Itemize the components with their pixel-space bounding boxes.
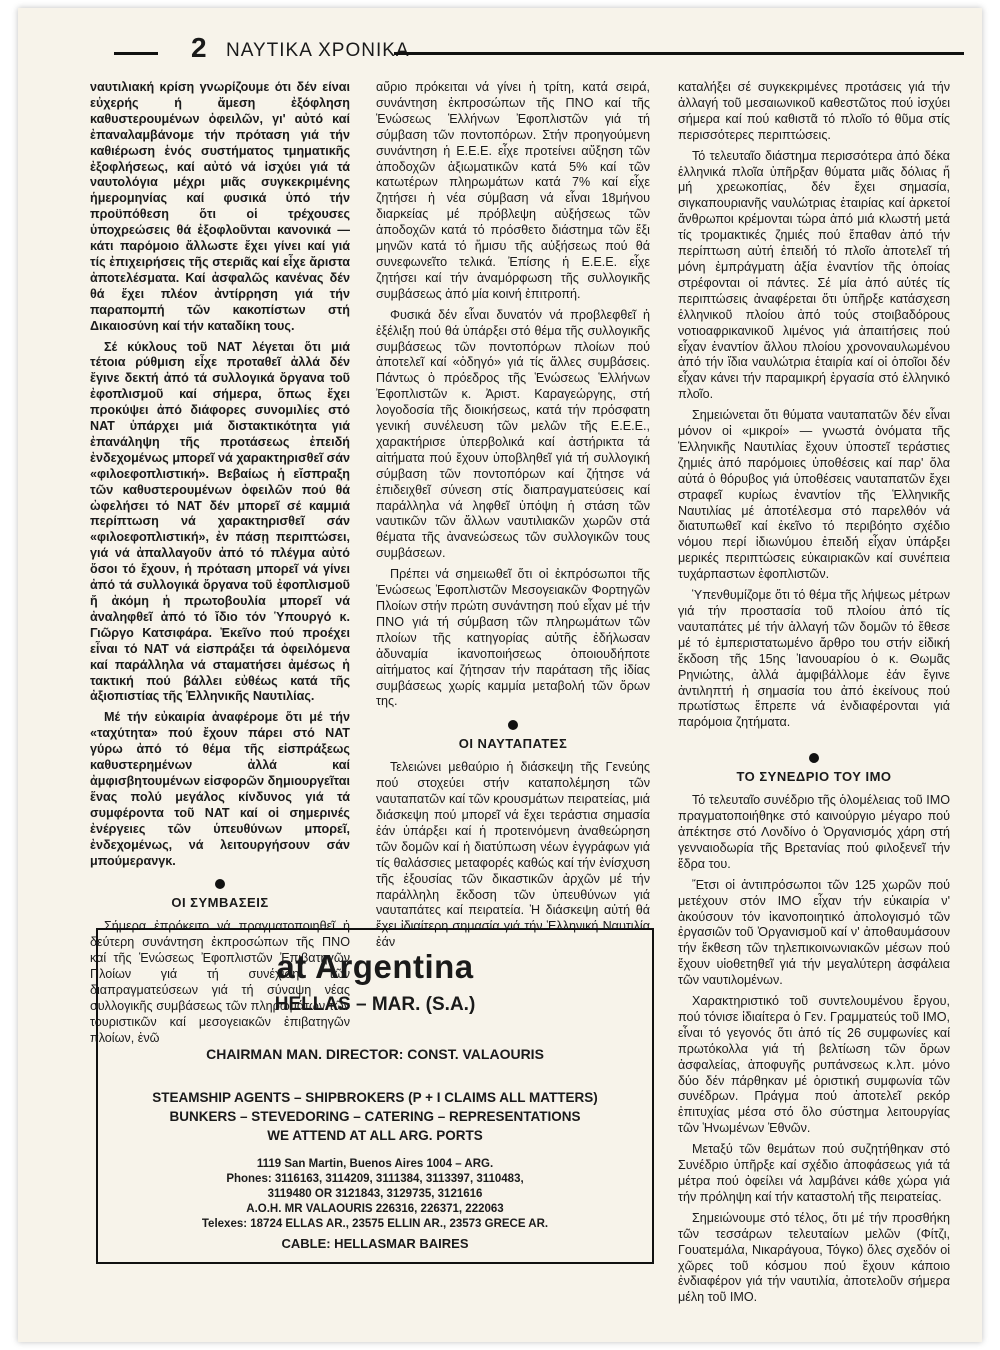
column-3 <box>678 80 950 1311</box>
header-rule-right <box>394 52 964 55</box>
article-paragraph: Ὑπενθυμίζομε ὅτι τό θέμα τῆς λήψεως μέτρων γιά τήν προστασία τοῦ πλοίου ἀπό τίς ναυταπάτες μέ τήν ἀλλαγή τῶν δομῶν τό ἔθεσε μέ τό ἐμπεριστατωμένο ἄρθρο του στήν εἰδική ἔκδοση τῆς 15ης Ἰανουαρίου ὁ κ. Θωμᾶς Ρηνιώτης, ἀλλά ἀμφιβάλλομε ἐάν ἔγινε ἀντιληπτή ἡ σημασία του ἀπό ἐκείνους πού πρωτίστως ἔπρεπε νά ἐνδιαφέρονται γιά παρόμοια ζητήματα. <box>678 588 950 730</box>
ad-address: 1119 San Martin, Buenos Aires 1004 – ARG. <box>256 1158 494 1170</box>
article-paragraph: Τό τελευταῖο συνέδριο τῆς ὁλομέλειας τοῦ ΙΜΟ πραγματοποιήθηκε στό καινούργιο μέγαρο πού ἀπέκτησε στό Λονδίνο ὁ Ὀργανισμός χάρη στή γενναιοδωρία τῆς Βρετανίας πού φιλοξενεῖ τήν ἕδρα του. <box>678 793 950 871</box>
publication-title: ΝΑΥΤΙΚΑ ΧΡΟΝΙΚΑ <box>226 40 410 61</box>
section-heading-naftapates <box>376 720 650 752</box>
article-paragraph: Τό τελευταῖο διάστημα περισσότερα ἀπό δέκα ἑλληνικά πλοῖα ὑπῆρξαν θύματα μιᾶς δόλιας ἤ μή χρεωκοπίας, δέν ἔχει σημασία, σιγκαπουριανῆς ναυλώτριας ἑταιρίας καί ἀρκετοί ἄνθρωποι κρέμονται τώρα ἀπό μιά κλωστή μετά τίς τρομακτικές ζημιές πού ἔπαθαν ἀπό τήν περίπτωση αὐτή ἐπειδή τό πλοῖο ἀποτελεῖ τή μόνη ἐμπράγματη ἀξία ἐναντίον τῆς ὁποίας στρέφονται οἱ πάντες. Σέ μία ἀπό αὐτές τίς περιπτώσεις ἀναφέρεται ὅτι ὑπῆρξε κατάσχεση ἑλληνικοῦ πλοίου ἀπό τούς στοιβαδόρους νοτιοαφρικανικοῦ λιμένος γιά ἀπαιτήσεις πού εἶχαν ἐναντίον ἄλλου πλοίου χρονοναυλωμένου ἀπό τήν ἴδια ναυλώτρια ἑταιρία καί οἱ ὁποῖοι δέν εἶχαν κάνει τήν παραμικρή ἐργασία στό ἑλληνικό πλοῖο. <box>678 148 950 402</box>
article-paragraph: Μεταξύ τῶν θεμάτων πού συζητήθηκαν στό Συνέδριο ὑπῆρξε καί σχέδιο ἀποφάσεως γιά τά μέτρα πού ὀφείλει νά λαμβάνει κάθε χώρα γιά τήν πρόληψη καί τήν καταστολή τῆς πειρατείας. <box>678 1142 950 1204</box>
ad-aoh: A.O.H. MR VALAOURIS 226316, 226371, 222063 <box>246 1203 504 1215</box>
ad-phones: Phones: 3116163, 3114209, 3111384, 3113397, 3110483, <box>226 1173 524 1185</box>
page-number: 2 <box>191 32 207 63</box>
section-title: ΟΙ ΝΑΥΤΑΠΑΤΕΣ <box>458 736 568 752</box>
bullet-icon <box>508 720 518 730</box>
column-2 <box>376 80 650 956</box>
header-rule-left <box>114 52 158 55</box>
article-paragraph: Σέ κύκλους τοῦ ΝΑΤ λέγεται ὅτι μιά τέτοια ρύθμιση εἶχε προταθεῖ ἀλλά δέν ἔγινε δεκτή ἀπό τά συλλογικά ὄργανα τοῦ ἐφοπλισμοῦ καί σήμερα, ὅπως ἔχει προκύψει ἀπό διάφορες συνομιλίες στό ΝΑΤ ὑπάρχει μιά διστακτικότητα γιά ἐπανάληψη τῆς προτάσεως ἐπειδή ἐνδεχομένως μπορεῖ νά χαρακτηρισθεῖ σάν «φιλοεφοπλιστική». Βεβαίως ἡ εἴσπραξη τῶν καθυστερουμένων ὀφειλῶν πού θά ὠφελήσει τό ΝΑΤ δέν μπορεῖ σέ καμμιά περίπτωση νά χαρακτηρισθεῖ σάν «φιλοεφοπλιστική», ἐν πάσῃ περιπτώσει, γιά νά ἀπαλλαγοῦν ἀπό τό πλέγμα αὐτό ὅσοι τό ἔχουν, ἡ πρόταση μπορεῖ νά γίνει ἀπό τά συλλογικά ὄργανα τοῦ ἐφοπλισμοῦ ἤ ἀκόμη ἡ πρωτοβουλία μπορεῖ νά ἀναληφθεῖ ἀπό τό ἴδιο τόν Ὑπουργό κ. Γιῶργο Κατσιφάρα. Ἐκεῖνο πού προέχει εἶναι τό ΝΑΤ νά εἰσπράξει τά ὀφειλόμενα καί παράλληλα νά σταματήσει ἀμέσως ἡ τακτική πού βάλλει εὐθέως κατά τῆς ἀξιοπιστίας τῆς Ἑλληνικῆς Ναυτιλίας. <box>90 339 350 704</box>
article-paragraph: Τελειώνει μεθαύριο ἡ διάσκεψη τῆς Γενεύης πού στοχεύει στήν καταπολέμηση τῶν ναυταπατῶν καί τῶν κρουσμάτων πειρατείας, μιά διάσκεψη πού μπορεῖ νά ἔχει τεράστια σημασία ἐάν ὑπάρξει καί ἡ προτεινόμενη ἀναθεώρηση τῶν δομῶν καί ἡ διατύπωση νέων ἐγγράφων γιά τίς θαλάσσιες μεταφορές καθώς καί τήν ἐνίσχυση τῆς ἐξουσίας τῶν δικαστικῶν ἀρχῶν μέ τήν παράλληλη ἔκδοση τῶν ὑπευθύνων γιά ναυταπάτες καί πειρατεία. Ἡ διάσκεψη αὐτή θά ἔχει ἰδιαίτερη σημασία γιά τήν Ἑλληνική Ναυτιλία ἐάν <box>376 760 650 950</box>
article-paragraph: Φυσικά δέν εἶναι δυνατόν νά προβλεφθεῖ ἡ ἐξέλιξη πού θά ὑπάρξει στό θέμα τῆς συλλογικῆς συμβάσεως τῶν ποντοπόρων πλοίων πού ἀποτελεῖ καί «ὁδηγό» γιά τίς ἄλλες συμβάσεις. Πάντως ὁ πρόεδρος τῆς Ἑνώσεως Ἑλλήνων Ἐφοπλιστῶν κ. Ἀριστ. Καραγεώργης, στή λογοδοσία τῆς διοικήσεως, κατά τήν πρόσφατη γενική συνέλευση τῶν μελῶν τῆς Ε.Ε.Ε., χαρακτήρισε ὑπερβολικά καί ἀστήρικτα τά αἰτήματα πού ἔχουν ὑποβληθεῖ γιά τή συλλογική σύμβαση τῶν ποντοπόρων καί ζήτησε νά ἐπιδειχθεῖ σύνεση στίς διαπραγματεύσεις καί παράλληλα νά ληφθεῖ ὑπόψη ἡ στάση τῶν ναυτικῶν τῶν ἄλλων ναυτιλιακῶν χωρῶν στά θέματα τῆς ἀνανεώσεως τῶν συλλογικῶν τους συμβάσεων. <box>376 307 650 561</box>
ad-contact-block <box>98 1157 652 1232</box>
section-title: ΟΙ ΣΥΜΒΑΣΕΙΣ <box>171 895 269 911</box>
article-paragraph: Σημειώνεται ὅτι θύματα ναυταπατῶν δέν εἶναι μόνον οἱ «μικροί» — γνωστά ὀνόματα τῆς Ἑλληνικῆς Ναυτιλίας ἔχουν ὑποστεῖ τεράστιες ζημιές ἀπό παρόμοιες ὑποθέσεις καί παρ' ὅλα αὐτά ὁ θόρυβος γιά ὑποθέσεις ναυταπατῶν ἔχει στραφεῖ κυρίως ἐναντίον τῆς Ἑλληνικῆς Ναυτιλίας μέ ἀποτέλεσμα στό παρελθόν νά διατυπωθεῖ καί ἐκεῖνο τό περιβόητο σχέδιο νόμου περί ἰδιωνύμου ἐπειδή εἶχαν ὑπάρξει μερικές περιπτώσεις εὐκαιριακῶν καί συνέπεια τυχάρπαστων ἐφοπλιστῶν. <box>678 408 950 582</box>
column-1-bold-text <box>90 80 350 869</box>
bullet-icon <box>215 879 225 889</box>
article-paragraph: Μέ τήν εὐκαιρία ἀναφέρομε ὅτι μέ τήν «ταχύτητα» πού ἔχουν πάρει στό ΝΑΤ γύρω ἀπό τό θέμα τῆς εἰσπράξεως καθυστερημένων ἀλλά καί ἀμφισβητουμένων εἰσφορῶν δημιουργεῖται ἕνας πολύ μεγάλος κίνδυνος γιά τά συμφέροντα τοῦ ΝΑΤ καί οἱ σημερινές ἐνέργειες τῶν ὑπευθύνων μπορεῖ, ἐνδεχομένως, νά λειτουργήσουν σάν μπούμερανγκ. <box>90 710 350 868</box>
article-paragraph: Ἔτσι οἱ ἀντιπρόσωποι τῶν 125 χωρῶν πού μετέχουν στόν ΙΜΟ εἶχαν τήν εὐκαιρία ν' ἀκούσουν τόν ἱκανοποιητικό ἀπολογισμό τῶν ἐργασιῶν τοῦ Ὀργανισμοῦ καί ν' ἀποθαυμάσουν τήν ἔκθεση τῶν τηλεπικοινωνιακῶν μέσων πού ἔχουν υἱοθετηθεῖ γιά τήν μεγαλύτερη ἀσφάλεια τῶν ναυτιλομένων. <box>678 877 950 988</box>
ad-telexes: Telexes: 18724 ELLAS AR., 23575 ELLIN AR., 23573 GRECE AR. <box>201 1218 549 1230</box>
section-title: ΤΟ ΣΥΝΕΔΡΙΟ ΤΟΥ ΙΜΟ <box>736 769 892 785</box>
article-paragraph: Χαρακτηριστικό τοῦ συντελουμένου ἔργου, πού τόνισε ἰδιαίτερα ὁ Γεν. Γραμματεύς τοῦ ΙΜΟ, εἶναι τό γεγονός ὅτι ἀπό τίς 26 συμφωνίες καί πρωτόκολλα γιά τή βελτίωση τῶν ὅρων ἀσφαλείας, ἀποφυγῆς ρυπάνσεως κ.λπ. μόνο δύο δέν πάρθηκαν μέ ὁριστική συμφωνία τῶν συνέδρων. Πράγμα πού ἀποτελεῖ ρεκόρ ἐπιτυχίας μέσα στό ὅλο σύστημα λειτουργίας τῶν Ἡνωμένων Ἐθνῶν. <box>678 994 950 1136</box>
ad-services <box>98 1088 652 1126</box>
article-paragraph: καταλήξει σέ συγκεκριμένες προτάσεις γιά τήν ἀλλαγή τοῦ μεσαιωνικοῦ καθεστῶτος πού ἰσχύει σήμερα καί πού καθιστᾶ τό πλοῖο τό θῦμα στίς περισσότερες περιπτώσεις. <box>678 80 950 142</box>
page-header <box>96 30 976 70</box>
advertisement-box <box>96 928 654 1264</box>
ad-services-line: BUNKERS – STEVEDORING – CATERING – REPRESENTATIONS <box>169 1109 581 1124</box>
column-1 <box>90 80 350 1052</box>
section-heading-imo <box>678 753 950 785</box>
ad-cable: CABLE: HELLASMAR BAIRES <box>281 1236 469 1251</box>
bullet-icon <box>809 753 819 763</box>
article-paragraph: Σήμερα ἐπρόκειτο νά πραγματοποιηθεῖ ἡ δεύτερη συνάντηση ἐκπροσώπων τῆς ΠΝΟ καί τῆς Ἑνώσεως Ἐφοπλιστῶν Ἐπιβατηγῶν Πλοίων γιά τή συνέχιση τῶν διαπραγματεύσεων γιά τή σύναψη νέας συλλογικῆς συμβάσεως τῶν πληρωμάτων τῶν τουριστικῶν καί μεσογειακῶν ἐπιβατηγῶν πλοίων, ἐνῶ <box>90 919 350 1045</box>
article-paragraph: Σημειώνουμε στό τέλος, ὅτι μέ τήν προσθήκη τῶν τεσσάρων τελευταίων μελῶν (Φίτζι, Γουατεμάλα, Νικαράγουα, Τόγκο) ὅλες σχεδόν οἱ χῶρες τοῦ κόσμου πού ἔχουν κάποιο ἐνδιαφέρον γιά τήν ναυτιλία, ἀποτελοῦν σήμερα μέλη τοῦ ΙΜΟ. <box>678 1210 950 1305</box>
ad-company: HELLAS – MAR. (S.A.) <box>274 994 476 1015</box>
article-paragraph: ναυτιλιακή κρίση γνωρίζουμε ότι δέν είναι εὐχερής ή ἄμεση ἐξόφληση καθυστερουμένων ὀφειλῶν, γι' αὐτό καί ἐπαναλαμβάνομε τήν πρόταση γιά τήν καθιέρωση ἑνός συστήματος τμηματικῆς ἐξοφλήσεως, καί αὐτό νά ἰσχύει γιά τά ναυτολόγια μέχρι μιᾶς συγκεκριμένης ἡμερομηνίας καί φυσικά ὑπό τήν προϋπόθεση ὅτι οἱ τρέχουσες ὑποχρεώσεις θά ἐξοφλοῦνται κανονικά — κάτι παρόμοιο ἄλλωστε ἔχει γίνει καί γιά τίς ἐπιχειρήσεις τῆς στεριᾶς καί εἶχε ἄριστα ἀποτελέσματα. Καί ἀσφαλῶς κανένας δέν θά ἔχει πλέον ἀντίρρηση γιά τήν παραπομπή τῶν κακοπίστων στή Δικαιοσύνη καί τήν καταδίκη τους. <box>90 80 350 333</box>
article-paragraph: Πρέπει νά σημειωθεῖ ὅτι οἱ ἐκπρόσωποι τῆς Ἑνώσεως Ἐφοπλιστῶν Μεσογειακῶν Φορτηγῶν Πλοίων στήν πρώτη συνάντηση πού εἶχαν μέ τήν ΠΝΟ γιά τή σύμβαση τῶν πληρωμάτων τῶν πλοίων τῆς κατηγορίας αὐτῆς ἐδήλωσαν ἀδυναμία ἱκανοποιήσεως ὁποιουδήποτε αἰτήματος καί ζήτησαν τήν παράταση τῆς ἰδίας συμβάσεως χωρίς καμμία μεταβολή τῶν ὅρων της. <box>376 567 650 709</box>
ad-chairman: CHAIRMAN MAN. DIRECTOR: CONST. VALAOURIS <box>206 1046 544 1062</box>
section-heading-symvaseis <box>90 879 350 911</box>
newspaper-page <box>18 8 982 1342</box>
ad-phones: 3119480 OR 3121843, 3129735, 3121616 <box>267 1188 483 1200</box>
ad-title: at Argentina <box>276 948 474 985</box>
ad-services-line: STEAMSHIP AGENTS – SHIPBROKERS (P + I CLAIMS ALL MATTERS) <box>152 1090 598 1105</box>
ad-attend: WE ATTEND AT ALL ARG. PORTS <box>267 1128 483 1143</box>
article-paragraph: αὔριο πρόκειται νά γίνει ἡ τρίτη, κατά σειρά, συνάντηση ἐκπροσώπων τῆς ΠΝΟ καί τῆς Ἑνώσεως Ἑλλήνων Ἐφοπλιστῶν γιά τή σύμβαση τῶν ποντοπόρων. Στήν προηγούμενη συνάντηση ἡ Ε.Ε.Ε. εἶχε προτείνει αὔξηση τῶν ἀποδοχῶν ἀξιωματικῶν κατά 5% καί τῶν κατωτέρων πληρωμάτων κατά 7% καί εἶχε ζητήσει ἡ νέα σύμβαση νά εἶναι 18μήνου διαρκείας μέ πρόβλεψη αὐξήσεως τῶν ἀποδοχῶν κατά τό πρόσθετο διάστημα τῶν ἕξι μηνῶν κατά τό ἥμισυ τῆς αὐξήσεως πού θά συνεφωνεῖτο τελικά. Ἐπίσης ἡ Ε.Ε.Ε. εἶχε ζητήσει καί τήν ἀναμόρφωση τῆς συλλογικῆς συμβάσεως ἀπό μία κοινή ἐπιτροπή. <box>376 80 650 301</box>
